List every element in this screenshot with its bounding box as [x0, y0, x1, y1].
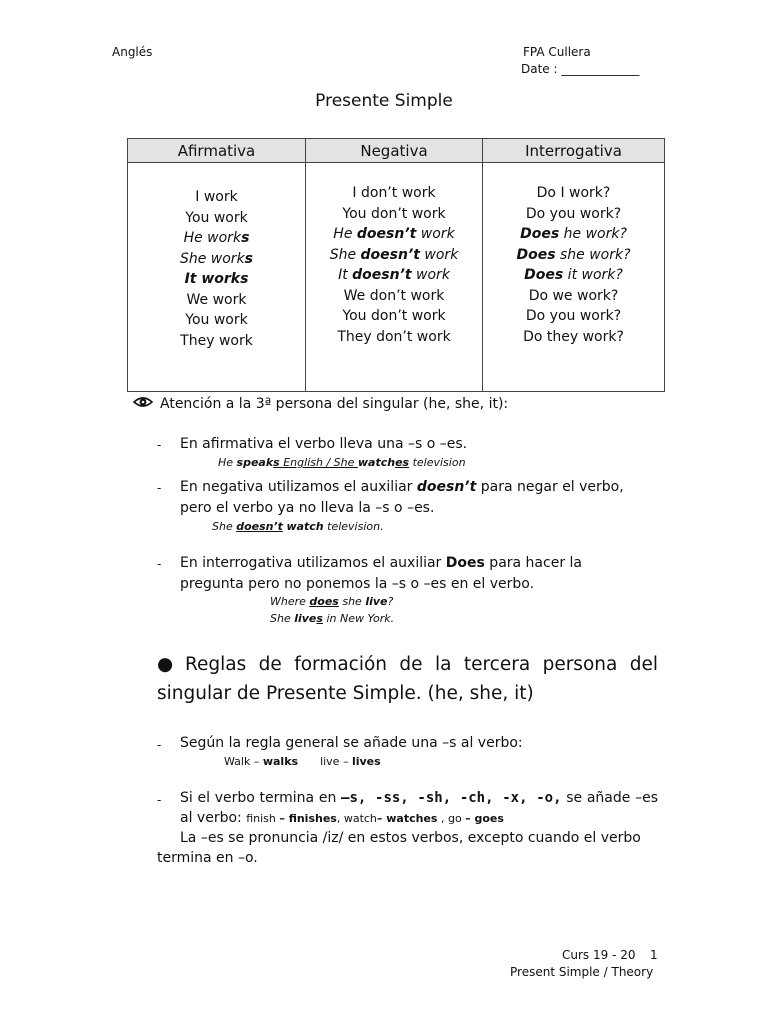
afirmativa-row: It works	[184, 271, 249, 287]
interrogativa-row: Do they work?	[523, 328, 624, 345]
page-title: Presente Simple	[315, 91, 453, 111]
rule-dash: -	[157, 481, 162, 495]
interrogativa-row: Do you work?	[525, 308, 622, 324]
footer-page-number: 1	[650, 948, 658, 962]
ending-rule-line4: termina en –o.	[157, 850, 258, 866]
afirmativa-row: He works	[183, 230, 250, 246]
rule-2-example: She doesn’t watch television.	[212, 520, 384, 533]
attention-text: Atención a la 3ª persona del singular (he, she, it):	[160, 396, 509, 412]
rule-dash: -	[157, 438, 162, 452]
header-subject: Anglés	[112, 45, 153, 59]
rule-dash: -	[157, 738, 162, 752]
interrogativa-cell	[483, 163, 665, 392]
negativa-row: You don’t work	[342, 205, 446, 222]
rule-3-line1: En interrogativa utilizamos el auxiliar Does para hacer la	[180, 555, 582, 571]
header-date: Date : _____________	[521, 62, 640, 76]
rule-3-example-question: Where does she live?	[270, 595, 394, 608]
footer-topic: Present Simple / Theory	[510, 965, 654, 979]
interrogativa-row: Does he work?	[520, 226, 627, 242]
table-header-row	[128, 139, 665, 163]
general-rule-text: Según la regla general se añade una –s al verbo:	[180, 735, 523, 751]
negativa-row: I don’t work	[352, 185, 436, 201]
rule-2-line2: pero el verbo ya no lleva la –s o –es.	[180, 500, 435, 516]
negativa-row: We don’t work	[343, 287, 445, 304]
rule-dash: -	[157, 793, 162, 807]
negativa-row: It doesn’t work	[338, 267, 450, 283]
rule-1-example: He speaks English / She watches television	[218, 456, 466, 469]
interrogativa-row: Do you work?	[525, 205, 622, 222]
rule-3-line2: pregunta pero no ponemos la –s o –es en el verbo.	[180, 576, 535, 592]
negativa-cell	[306, 163, 483, 392]
afirmativa-row: I work	[195, 189, 238, 205]
ending-rule-line1: Si el verbo termina en –s, -ss, -sh, -ch, -x, -o, se añade –es	[180, 790, 658, 806]
rule-2-line1: En negativa utilizamos el auxiliar doesn’t para negar el verbo,	[180, 479, 624, 495]
afirmativa-row: You work	[185, 209, 248, 226]
eye-icon	[133, 394, 153, 413]
ending-rule-line2: al verbo: finish – finishes, watch– watches , go – goes	[180, 810, 504, 826]
afirmativa-row: They work	[180, 332, 253, 349]
negativa-row: They don’t work	[337, 328, 451, 345]
interrogativa-row: Does it work?	[524, 267, 623, 283]
rule-dash: -	[157, 557, 162, 571]
header-afirmativa: Afirmativa	[128, 139, 306, 163]
header-interrogativa: Interrogativa	[483, 139, 665, 163]
header-school: FPA Cullera	[523, 45, 591, 59]
afirmativa-row: She works	[179, 250, 254, 267]
section-2-heading-line1: Reglas de formación de la tercera persona del	[185, 654, 658, 675]
rule-3-example-answer: She lives in New York.	[270, 612, 395, 625]
section-2-bullet: ●	[157, 654, 174, 675]
negativa-row: You don’t work	[342, 308, 446, 324]
section-2-heading-line2: singular de Presente Simple. (he, she, it)	[157, 683, 534, 704]
negativa-row: She doesn’t work	[329, 246, 459, 263]
negativa-row: He doesn’t work	[333, 226, 455, 242]
afirmativa-row: We work	[186, 291, 247, 308]
rule-1-text: En afirmativa el verbo lleva una –s o –es.	[180, 436, 468, 452]
ending-rule-line3: La –es se pronuncia /iz/ en estos verbos, excepto cuando el verbo	[180, 830, 641, 846]
interrogativa-row: Do I work?	[536, 185, 611, 201]
footer-course: Curs 19 - 20	[562, 948, 636, 962]
conjugation-table	[127, 138, 665, 392]
interrogativa-row: Do we work?	[528, 287, 619, 304]
general-rule-example: Walk – walks live – lives	[224, 755, 381, 768]
interrogativa-row: Does she work?	[516, 246, 631, 263]
afirmativa-cell	[128, 163, 306, 392]
table-row	[128, 163, 665, 392]
header-negativa: Negativa	[306, 139, 483, 163]
afirmativa-row: You work	[185, 312, 248, 328]
